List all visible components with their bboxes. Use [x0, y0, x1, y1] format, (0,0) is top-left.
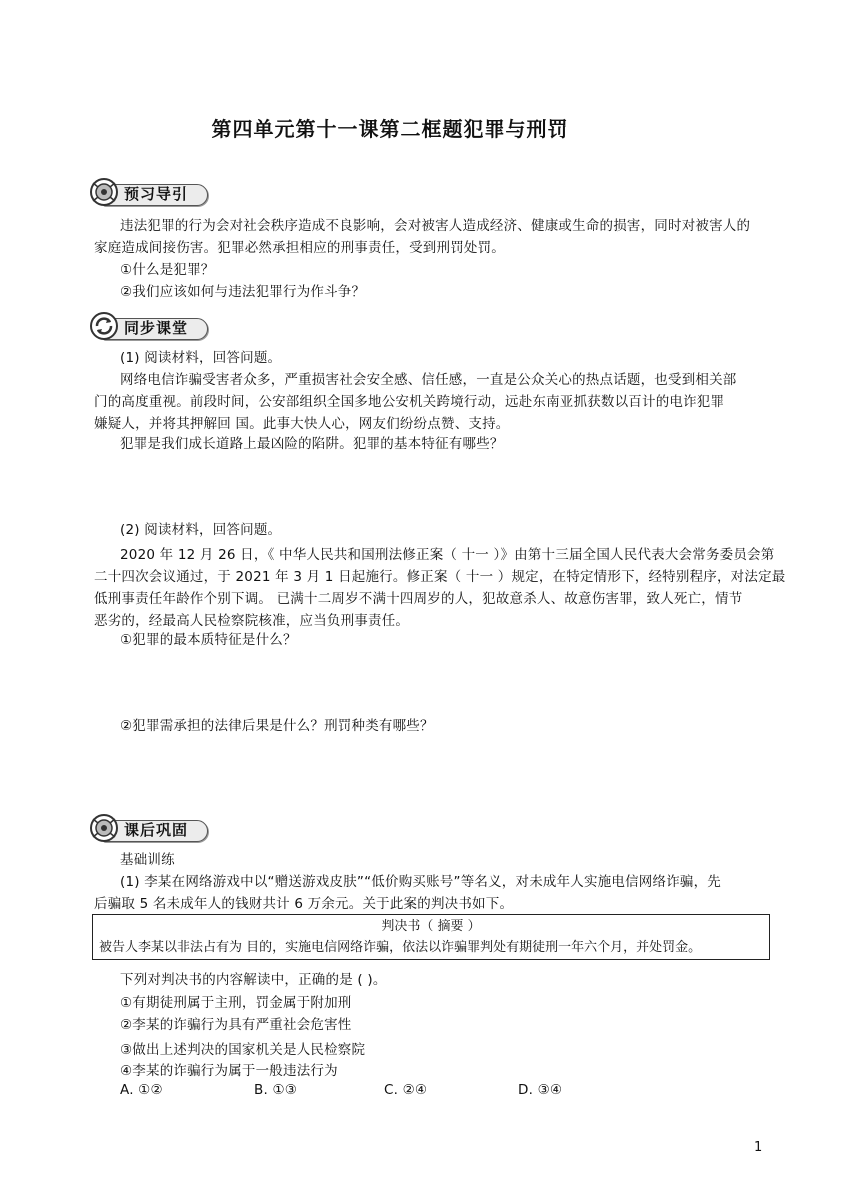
section-title-after: 课后巩固 — [124, 821, 189, 839]
choice-c: C. ②④ — [384, 1082, 428, 1098]
section-badge-preview — [88, 176, 208, 206]
after-q1-line1: (1) 李某在网络游戏中以“赠送游戏皮肤”“低价购买账号”等名义，对未成年人实施电信网络诈骗，先 — [120, 874, 721, 890]
sync-q1-question: 犯罪是我们成长道路上最凶险的陷阱。犯罪的基本特征有哪些？ — [120, 436, 504, 452]
sync-q1-line2: 门的高度重视。前段时间，公安部组织全国多地公安机关跨境行动，远赴东南亚抓获数以百计的电诈犯罪 — [94, 394, 725, 410]
sync-q2-line2: 二十四次会议通过，于 2021 年 3 月 1 日起施行。修正案（ 十一 ）规定，在特定情形下，经特别程序，对法定最 — [94, 569, 786, 585]
statement-3: ③做出上述判决的国家机关是人民检察院 — [120, 1042, 366, 1058]
target-icon — [88, 177, 122, 207]
judgment-box — [92, 914, 770, 960]
section-badge-sync — [88, 310, 208, 340]
section-badge-after — [88, 812, 208, 842]
target-icon — [88, 813, 122, 843]
sync-q2-line4: 恶劣的，经最高人民检察院核准，应当负刑事责任。 — [94, 613, 410, 629]
question-stem: 下列对判决书的内容解读中，正确的是 ( )。 — [120, 972, 387, 988]
sync-q2-subquestion-1: ①犯罪的最本质特征是什么？ — [120, 632, 297, 648]
sync-q1-heading: (1) 阅读材料，回答问题。 — [120, 350, 282, 366]
sync-q1-line1: 网络电信诈骗受害者众多，严重损害社会安全感、信任感，一直是公众关心的热点话题，也受到相关部 — [120, 372, 737, 388]
preview-question-2: ②我们应该如何与违法犯罪行为作斗争？ — [120, 284, 366, 300]
judgment-title: 判决书（ 摘要 ） — [381, 919, 481, 934]
statement-1: ①有期徒刑属于主刑，罚金属于附加刑 — [120, 995, 352, 1011]
sync-q2-line3: 低刑事责任年龄作个别下调。 已满十二周岁不满十四周岁的人，犯故意杀人、故意伤害罪，致人死亡，情节 — [94, 591, 743, 607]
preview-para-line1: 违法犯罪的行为会对社会秩序造成不良影响，会对被害人造成经济、健康或生命的损害，同时对被害人的 — [120, 218, 751, 234]
refresh-icon — [88, 311, 122, 341]
sync-q2-line1: 2020 年 12 月 26 日，《 中华人民共和国刑法修正案（ 十一 ）》由第十三届全国人民代表大会常务委员会第 — [120, 547, 775, 563]
after-q1-line2: 后骗取 5 名未成年人的钱财共计 6 万余元。关于此案的判决书如下。 — [94, 896, 514, 912]
statement-4: ④李某的诈骗行为属于一般违法行为 — [120, 1063, 338, 1079]
sync-q2-heading: (2) 阅读材料，回答问题。 — [120, 522, 282, 538]
basic-training-label: 基础训练 — [120, 852, 175, 868]
statement-2: ②李某的诈骗行为具有严重社会危害性 — [120, 1017, 352, 1033]
section-title-sync: 同步课堂 — [124, 319, 189, 337]
page-number: 1 — [754, 1140, 763, 1155]
sync-q2-subquestion-2: ②犯罪需承担的法律后果是什么？刑罚种类有哪些？ — [120, 718, 434, 734]
page-title: 第四单元第十一课第二框题犯罪与刑罚 — [211, 117, 569, 141]
sync-q1-line3: 嫌疑人，并将其押解回 国。此事大快人心，网友们纷纷点赞、支持。 — [94, 416, 510, 432]
preview-para-line2: 家庭造成间接伤害。犯罪必然承担相应的刑事责任，受到刑罚处罚。 — [94, 240, 505, 256]
judgment-body: 被告人李某以非法占有为 目的，实施电信网络诈骗，依法以诈骗罪判处有期徒刑一年六个月，并处罚金。 — [99, 940, 702, 955]
section-title-preview: 预习导引 — [124, 185, 189, 203]
preview-question-1: ①什么是犯罪？ — [120, 262, 215, 278]
choice-a: A. ①② — [120, 1082, 163, 1098]
choice-b: B. ①③ — [254, 1082, 298, 1098]
choice-d: D. ③④ — [518, 1082, 563, 1098]
